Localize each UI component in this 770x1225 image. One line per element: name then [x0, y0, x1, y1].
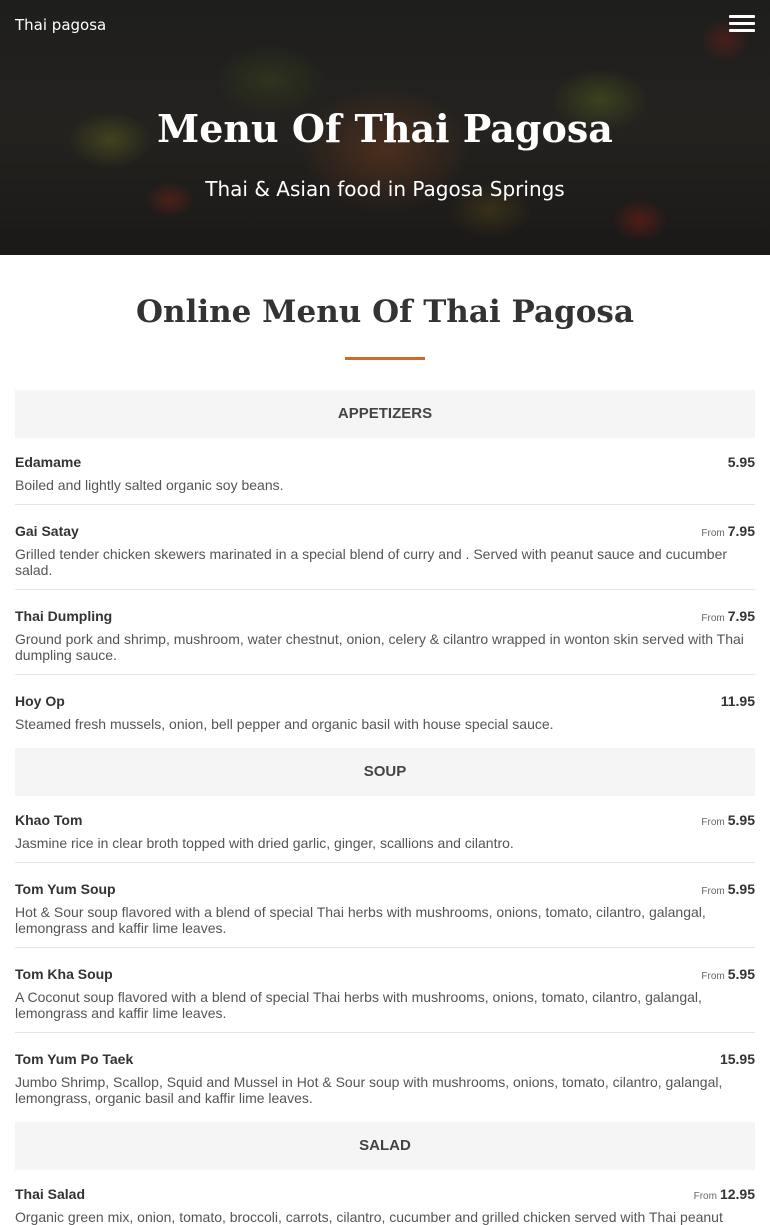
price-value: 5.95 — [727, 881, 755, 897]
menu-item-header — [15, 966, 755, 984]
menu-item — [15, 1186, 755, 1225]
menu-item-name: Hoy Op — [15, 693, 65, 709]
price-from-label: From — [701, 613, 725, 624]
menu-item — [15, 881, 755, 948]
price-from-label: From — [701, 971, 725, 982]
menu-item-description: Jasmine rice in clear broth topped with dried garlic, ginger, scallions and cilantro. — [15, 835, 514, 851]
menu-item-name: Edamame — [15, 454, 82, 470]
menu-item-name: Tom Kha Soup — [15, 966, 113, 982]
price-value: 5.95 — [727, 812, 755, 828]
menu-item — [15, 454, 755, 505]
menu-item-name: Gai Satay — [15, 523, 79, 539]
menu-item-header — [15, 1051, 755, 1069]
price-from-label: From — [701, 528, 725, 539]
hamburger-bar — [729, 15, 755, 18]
section-header-appetizers: APPETIZERS — [15, 390, 755, 438]
menu-page — [0, 255, 770, 1225]
price-from-label: From — [701, 886, 725, 897]
menu-item-header — [15, 693, 755, 711]
menu-item-description: Grilled tender chicken skewers marinated in a special blend of curry and . Served with peanut sauce and cucumber salad. — [15, 546, 728, 578]
section-header-salad: SALAD — [15, 1122, 755, 1170]
menu-item-price — [701, 966, 755, 982]
menu-item-description: Jumbo Shrimp, Scallop, Squid and Mussel in Hot & Sour soup with mushrooms, onions, tomato, cilantro, galangal, lemongrass, organic basil and kaffir lime leaves. — [15, 1074, 723, 1106]
menu-content — [0, 390, 770, 1225]
menu-item-price — [701, 608, 755, 624]
menu-item-description: Hot & Sour soup flavored with a blend of special Thai herbs with mushrooms, onions, tomato, cilantro, galangal, lemongrass and kaffir lime leaves. — [15, 904, 706, 936]
menu-item-name: Thai Salad — [15, 1186, 86, 1202]
price-value: 12.95 — [719, 1186, 755, 1202]
menu-item — [15, 608, 755, 675]
menu-item-description: Steamed fresh mussels, onion, bell pepper and organic basil with house special sauce. — [15, 716, 554, 732]
price-value: 5.95 — [727, 454, 755, 470]
hero-title: Menu Of Thai Pagosa — [157, 106, 613, 151]
price-value: 7.95 — [727, 523, 755, 539]
menu-item-price — [701, 523, 755, 539]
menu-item-description: A Coconut soup flavored with a blend of special Thai herbs with mushrooms, onions, tomato, cilantro, galangal, lemongrass and kaffir lime leaves. — [15, 989, 702, 1021]
menu-item-header — [15, 812, 755, 830]
menu-title: Online Menu Of Thai Pagosa — [136, 294, 634, 330]
menu-item-description: Organic green mix, onion, tomato, broccoli, carrots, cilantro, cucumber and grilled chicken served with Thai peanut — [15, 1209, 723, 1225]
menu-item-price — [728, 454, 755, 470]
price-value: 15.95 — [719, 1051, 755, 1067]
hamburger-bar — [729, 29, 755, 32]
price-value: 11.95 — [720, 693, 755, 709]
menu-item — [15, 523, 755, 590]
hamburger-icon[interactable] — [729, 15, 755, 35]
hamburger-bar — [729, 22, 755, 25]
menu-item-price — [720, 1051, 755, 1067]
hero-banner — [0, 0, 770, 255]
menu-item-name: Thai Dumpling — [15, 608, 113, 624]
menu-item — [15, 1051, 755, 1106]
menu-item — [15, 966, 755, 1033]
price-value: 5.95 — [727, 966, 755, 982]
brand-link[interactable]: Thai pagosa — [15, 16, 107, 34]
menu-item — [15, 693, 755, 732]
section-header-soup: SOUP — [15, 748, 755, 796]
menu-item-name: Tom Yum Po Taek — [15, 1051, 134, 1067]
menu-item-header — [15, 881, 755, 899]
title-divider — [345, 357, 425, 360]
price-from-label: From — [693, 1191, 717, 1202]
menu-item-name: Khao Tom — [15, 812, 83, 828]
price-from-label: From — [701, 817, 725, 828]
top-nav — [0, 0, 770, 50]
hero-subtitle: Thai & Asian food in Pagosa Springs — [205, 177, 565, 201]
menu-item — [15, 812, 755, 863]
menu-item-header — [15, 523, 755, 541]
price-value: 7.95 — [727, 608, 755, 624]
menu-item-header — [15, 1186, 755, 1204]
menu-item-price — [721, 693, 755, 709]
menu-item-header — [15, 454, 755, 472]
menu-item-price — [701, 881, 755, 897]
menu-item-description: Ground pork and shrimp, mushroom, water chestnut, onion, celery & cilantro wrapped in wonton skin served with Thai dumpling sauce. — [15, 631, 744, 663]
menu-item-name: Tom Yum Soup — [15, 881, 116, 897]
menu-item-price — [701, 812, 755, 828]
menu-item-header — [15, 608, 755, 626]
menu-item-description: Boiled and lightly salted organic soy beans. — [15, 477, 284, 493]
